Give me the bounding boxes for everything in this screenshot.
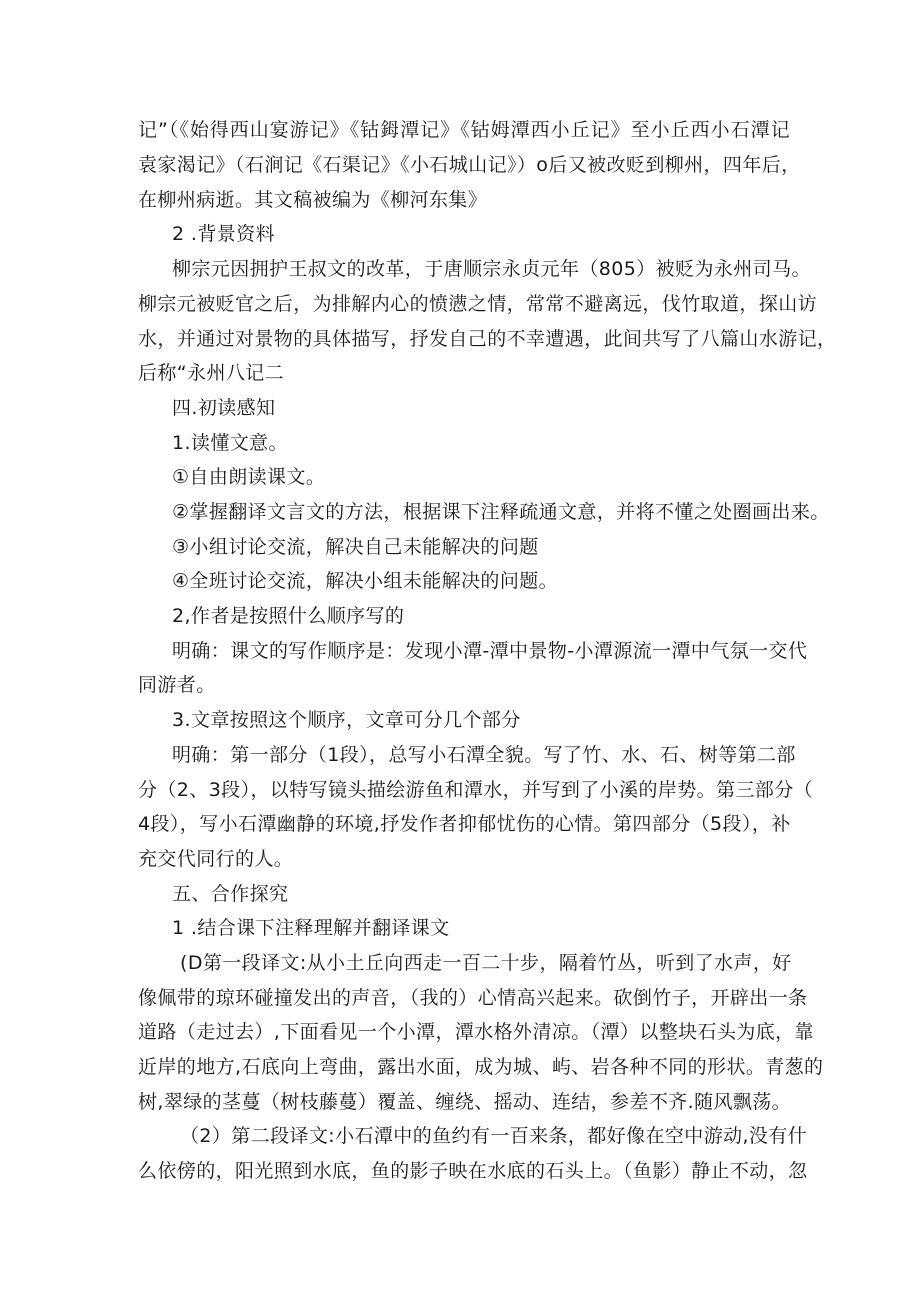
text-line: 袁家渴记》（石涧记《石渠记》《小石城山记》）o后又被改贬到柳州，四年后，	[138, 154, 801, 176]
text-line: 1.读懂文意。	[172, 432, 288, 454]
text-line: 道路（走过去）,下面看见一个小潭，潭水格外清凉。（潭）以整块石头为底，靠	[138, 1021, 814, 1043]
section-heading: 五、合作探究	[172, 883, 289, 905]
text-line: 3.文章按照这个顺序，文章可分几个部分	[172, 709, 521, 731]
text-line: 1 .结合课下注释理解并翻译课文	[172, 917, 450, 939]
text-line: 记”（《始得西山宴游记》《钴鉧潭记》《钴姆潭西小丘记》至小丘西小石潭记	[138, 119, 790, 141]
text-line: 水，并通过对景物的具体描写，抒发自己的不幸遭遇，此间共写了八篇山水游记，	[138, 328, 837, 350]
list-item: ④全班讨论交流，解决小组未能解决的问题。	[172, 570, 559, 592]
text-line: 同游者。	[138, 674, 216, 696]
text-line: 2,作者是按照什么顺序写的	[172, 605, 405, 627]
text-line: (D第一段译文:从小土丘向西走一百二十步，隔着竹丛，听到了水声，好	[180, 952, 792, 974]
text-line: 么依傍的，阳光照到水底，鱼的影子映在水底的石头上。（鱼影）静止不动，忽	[138, 1160, 808, 1182]
section-heading: 四.初读感知	[172, 397, 276, 419]
list-item: ②掌握翻译文言文的方法，根据课下注释疏通文意，并将不懂之处圈画出来。	[172, 501, 830, 523]
text-line: 在柳州病逝。其文稿被编为《柳河东集》	[138, 189, 488, 211]
text-line: 充交代同行的人。	[138, 848, 294, 870]
text-line: 分（2、3段），以特写镜头描绘游鱼和潭水，并写到了小溪的岸势。第三部分（	[138, 779, 814, 801]
text-line: 后称“永州八记二	[138, 362, 285, 384]
text-line: 近岸的地方,石底向上弯曲，露出水面，成为城、屿、岩各种不同的形状。青葱的	[138, 1056, 824, 1078]
section-heading: 2 .背景资料	[172, 223, 275, 245]
list-item: ①自由朗读课文。	[172, 466, 326, 488]
list-item: ③小组讨论交流，解决自己未能解决的问题	[172, 536, 539, 558]
text-line: 树,翠绿的茎蔓（树枝藤蔓）覆盖、缠绕、摇动、连结，参差不齐.随风飘荡。	[138, 1091, 792, 1113]
text-line: 明确：课文的写作顺序是：发现小潭-潭中景物-小潭源流一潭中气氛一交代	[172, 640, 808, 662]
text-line: 柳宗元因拥护王叔文的改革，于唐顺宗永贞元年（805）被贬为永州司马。	[172, 258, 811, 280]
text-line: 柳宗元被贬官之后，为排解内心的愤懑之情，常常不避离远，伐竹取道，探山访	[138, 293, 818, 315]
text-line: （2）第二段译文:小石潭中的鱼约有一百来条，都好像在空中游动,没有什	[180, 1125, 808, 1147]
text-line: 4段），写小石潭幽静的环境,抒发作者抑郁忧伤的心情。第四部分（5段），补	[138, 813, 791, 835]
text-line: 明确：第一部分（1段），总写小石潭全貌。写了竹、水、石、树等第二部	[172, 744, 796, 766]
text-line: 像佩带的琼环碰撞发出的声音，（我的）心情高兴起来。砍倒竹子，开辟出一条	[138, 987, 808, 1009]
